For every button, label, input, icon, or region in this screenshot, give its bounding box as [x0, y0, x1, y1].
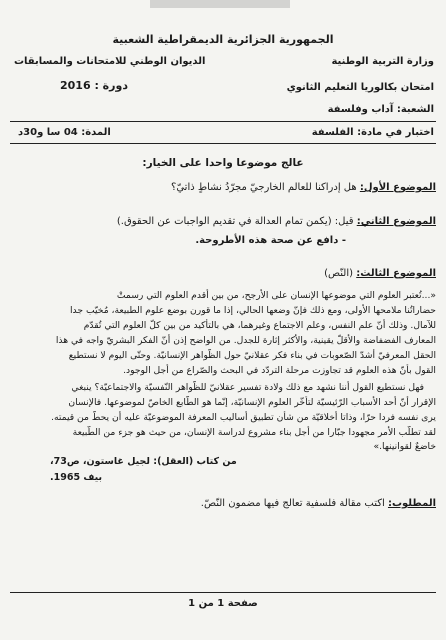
- office-label: الديوان الوطني للامتحانات والمسابقات: [14, 56, 206, 67]
- source-line-1: من كتاب (العقل): لجيل غاستون، ص73،: [50, 456, 237, 467]
- text-line: خاضعٌ لقوانينها.»: [373, 441, 436, 452]
- duration-label: المدة: 04 سا و30د: [18, 127, 111, 138]
- text-line: يرى نفسه فردا حرّا، وذاتا أخلاقيّة من شأن تطبيق أساليب المعرفة الموضوعيّة عليه أن يحطّ من قيمته.: [51, 412, 436, 423]
- topic-2-quote: قيل: (يكمن تمام العدالة في تقديم الواجبات عن الحقوق.): [116, 216, 354, 227]
- text-line: لقد تطلّب الأمر مجهودا جبّارا من أجل بناء مشروع لدراسة الإنسان، من حيث هو جزء من الطّبيعة: [72, 427, 436, 438]
- header-rule-top: [10, 121, 436, 122]
- requirement-label: المطلوب:: [387, 498, 436, 509]
- topic-1-question: هل إدراكنا للعالم الخارجيّ مجرّدُ نشاطٍ ذاتيّ؟: [171, 182, 357, 193]
- source-line-2: بيف 1965.: [50, 472, 103, 483]
- topic-2-task: - دافع عن صحة هذه الأطروحة.: [195, 235, 346, 246]
- topic-2: [117, 216, 436, 227]
- text-line: «...تُعتبر العلوم التي موضوعها الإنسان على الأرجح، من بين أقدم العلوم التي رسمتْ: [116, 290, 436, 301]
- stream-label: الشعبة: آداب وفلسفة: [327, 104, 434, 115]
- requirement: [201, 498, 436, 509]
- topic-1: [171, 182, 436, 193]
- text-line: الحقل المعرفيّ أشدّ الصّعوبات في بناء فكر عقلانيّ حول الظّواهر الإنسانيّة. وحتّى اليوم لا نستطيع: [68, 350, 436, 361]
- subject-label: اختبار في مادة: الفلسفة: [311, 127, 434, 138]
- page-number: صفحة 1 من 1: [188, 598, 258, 609]
- republic-title: الجمهورية الجزائرية الديمقراطية الشعبية: [112, 33, 334, 46]
- text-line: فهل نستطيع القول أننا نشهد مع ذلك ولادة تفسير عقلانيّ للظّواهر النّفسيّة والاجتماعيّة؟ ينبغي: [71, 382, 424, 393]
- topic-3-heading: (النّص): [324, 268, 354, 279]
- ministry-label: وزارة التربية الوطنية: [331, 56, 434, 67]
- text-line: حضاراتُنا ملامحها الأولى، ومع ذلك فإنّ وضعها الحالي، إذا ما قورن بوضع علوم الطبيعة، مُخيّب جدا: [70, 305, 436, 316]
- exam-label: امتحان بكالوريا التعليم الثانوي: [286, 82, 434, 93]
- header-rule-bottom: [10, 143, 436, 144]
- text-line: المعارف الفضفاضة والأقلّ يقينية، والأكثر إثارة للجدل. من الواضح إذن أنّ الفكر البشريّ واجه في هذا: [55, 335, 436, 346]
- topic-3-label: الموضوع الثالث:: [356, 268, 436, 279]
- instruction: عالج موضوعا واحدا على الخيار:: [142, 157, 304, 169]
- text-line: للآمال. وذلك أنّ علم النفس، وعلم الاجتماع وغيرهما، هي بالتأكيد من بين كلّ العلوم التي تُقدّم: [83, 320, 436, 331]
- session-label: دورة : 2016: [60, 79, 128, 92]
- text-line: القول بأنّ هذه العلوم قد تجاوزت مرحلة التردّد في البحث والصّراع من أجل الوجود.: [123, 365, 436, 376]
- text-line: الإقرار أنّ أحد الأسباب الرّئيسيّة لتأخّر العلوم الإنسانيّة، إنّما هو الطّابع الخاصّ لموضوعها. فالإنسان: [68, 397, 436, 408]
- topic-3: [324, 268, 436, 279]
- topic-1-label: الموضوع الأول:: [359, 182, 436, 193]
- requirement-text: اكتب مقالة فلسفية تعالج فيها مضمون النّصّ.: [200, 498, 385, 509]
- topic-2-label: الموضوع الثاني:: [356, 216, 436, 227]
- scan-mark: [150, 0, 290, 8]
- footer-rule: [10, 592, 436, 593]
